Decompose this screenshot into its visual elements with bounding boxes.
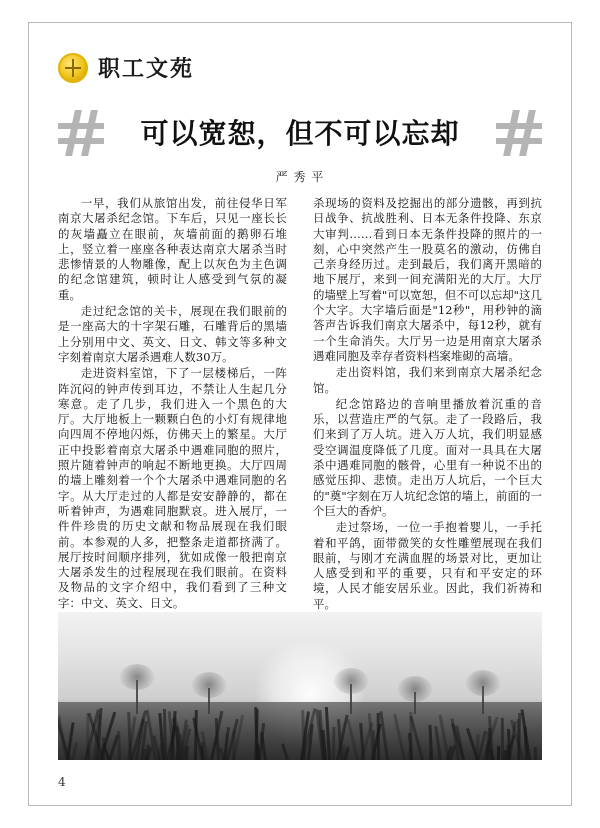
tree-silhouette: [136, 680, 138, 714]
paragraph: 走过祭场，一位一手抱着婴儿，一手托着和平鸽，面带微笑的女性雕塑展现在我们眼前，与刚才充满血腥的场景对比，更加让人感受到和平的重要，只有和平安定的环境，人民才能安居乐业。因此，我们祈祷和平。: [313, 520, 542, 611]
paragraph: 杀现场的资料及挖掘出的部分遗骸，再到抗日战争、抗战胜利、日本无条件投降、东京大审判……看到日本无条件投降的照片的一刻，心中突然产生一股莫名的激动，仿佛自己亲身经历过。走到最后，我们离开黑暗的地下展厅，来到一间充满阳光的大厅。大厅的墙壁上写着"可以宽恕，但不可以忘却"这几个大字。大字墙后面是"12秒"，用秒钟的滴答声告诉我们南京大屠杀中，每12秒，就有一个生命消失。大厅另一边是用南京大屠杀遇难同胞及幸存者资料档案堆砌的高墙。: [313, 196, 543, 363]
page-number: 4: [58, 775, 66, 789]
coin-icon: [58, 53, 88, 83]
paragraph: 一早，我们从旅馆出发，前往侵华日军南京大屠杀纪念馆。下车后，只见一座长长的灰墙矗立在眼前，灰墙前面的鹅卵石堆上，竖立着一座座各种表达南京大屠杀当时悲惨情景的人物雕像，配上以灰色为主色调的纪念馆建筑，顿时让人感受到气氛的凝重。: [58, 196, 287, 302]
paragraph: 纪念馆路边的音响里播放着沉重的音乐，以营造庄严的气氛。走了一段路后，我们来到了万人坑。进入万人坑，我们明显感受空调温度降低了几度。面对一具具在大屠杀中遇难同胞的骸骨，心里有一种说不出的感觉压抑、悲愤。走出万人坑后，一个巨大的"奠"字刻在万人坑纪念馆的墙上，前面的一个巨大的香炉。: [313, 396, 543, 518]
grass-blade: [497, 747, 500, 760]
paragraph: 走过纪念馆的关卡，展现在我们眼前的是一座高大的十字架石雕，石雕背后的黑墙上分别用中文、英文、日文、韩文等多种文字刻着南京大屠杀遇难人数30万。: [58, 304, 287, 364]
tree-silhouette: [350, 684, 352, 714]
tree-silhouette: [414, 692, 416, 714]
article-byline: 严 秀 平: [275, 170, 325, 184]
grass-blade: [486, 744, 489, 760]
grass-blade: [533, 747, 536, 760]
tree-silhouette: [482, 686, 484, 714]
tree-silhouette: [208, 688, 210, 714]
article-headline: 可以宽恕，但不可以忘却: [140, 117, 460, 150]
headline-band: [58, 108, 542, 160]
paragraph: 走进资料室馆，下了一层楼梯后，一阵阵沉闷的钟声传到耳边，不禁让人生起几分寒意。走了几步，我们进入一个黑色的大厅。大厅地板上一颗颗白色的小灯有规律地向四周不停地闪烁，仿佛天上的繁星。大厅正中投影着南京大屠杀中遇难同胞的照片，照片随着钟声的响起不断地更换。大厅四周的墙上雕刻着一个个大屠杀中遇难同胞的名字。从大厅走过的人都是安安静静的，都在听着钟声，为遇难同胞默哀。进入展厅，一件件珍贵的历史文献和物品展现在我们眼前。本参观的人多，把整条走道都挤满了。展厅按时间顺序排列，犹如成像一般把南京大屠杀发生的过程展现在我们眼前。在资料及物品的文字介绍中，我们看到了三种文字：中文、英文、日文。: [58, 366, 287, 610]
masthead: [58, 52, 194, 83]
sunrise-grass-photo: [58, 612, 542, 760]
masthead-title: 职工文苑: [98, 56, 195, 82]
paragraph: 走出资料馆，我们来到南京大屠杀纪念馆。: [313, 365, 542, 395]
grass-blade: [201, 742, 204, 760]
